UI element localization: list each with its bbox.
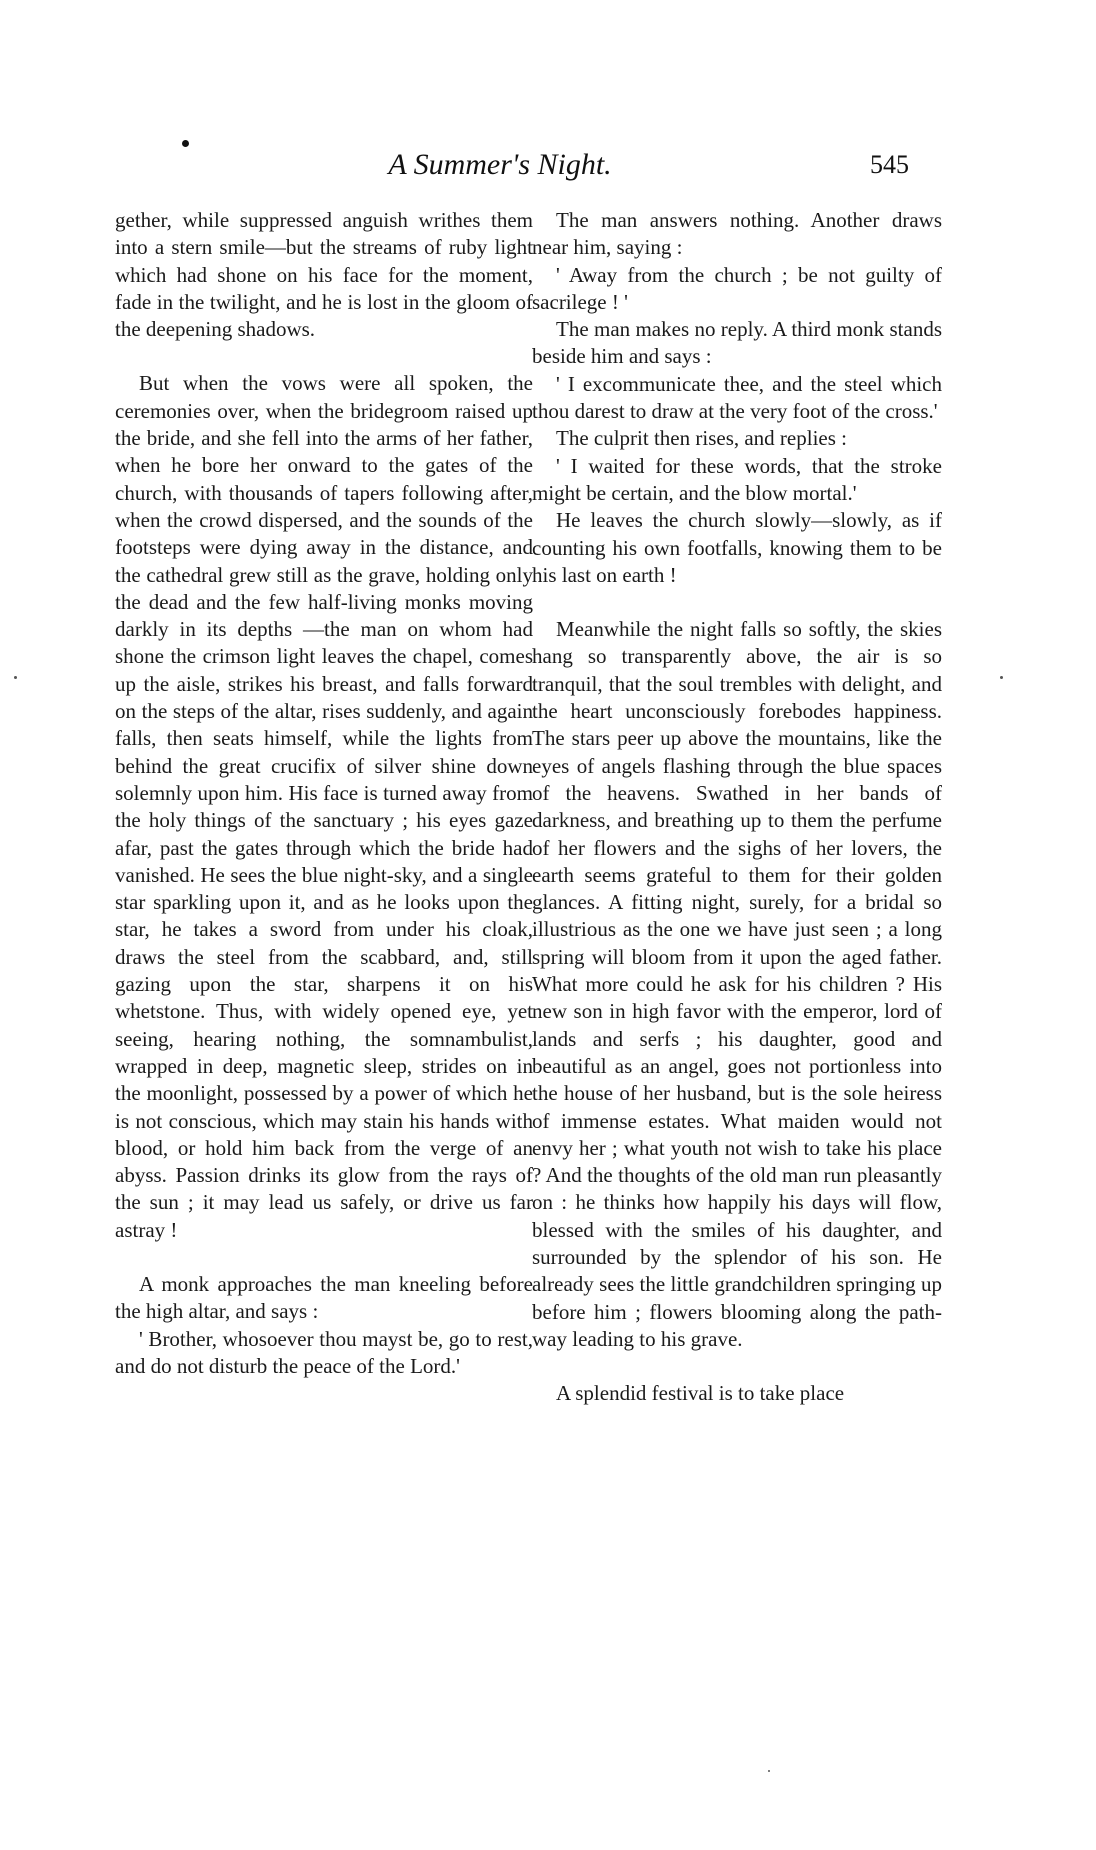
right-column [532,207,942,1407]
paragraph: ' I excommunicate thee, and the steel which thou darest to draw at the very foot of the cross.' [532,371,942,424]
paper-speck [1000,676,1003,679]
paragraph: The man answers nothing. Another draws near him, saying : [532,208,942,260]
page-number: 545 [870,150,909,179]
paragraph: gether, while suppressed anguish writhes them into a stern smile—but the streams of ruby light which had shone on his face for the moment, fade in the twilight, and he is lost in the gloom of the deepening shadows. [115,208,533,342]
paragraph: He leaves the church slowly—slowly, as if counting his own footfalls, knowing them to be his last on earth ! [532,508,942,587]
paragraph: The man makes no reply. A third monk stands beside him and says : [532,317,942,369]
running-title: A Summer's Night. [388,148,612,181]
paragraph: ' Brother, whosoever thou mayst be, go to rest, and do not disturb the peace of the Lord.' [115,1326,533,1378]
paragraph: ' Away from the church ; be not guilty of sacrilege ! ' [532,262,942,314]
ink-mark [182,140,189,147]
paragraph: But when the vows were all spoken, the ceremonies over, when the bridegroom raised up the bride, and she fell into the arms of her father, when he bore her onward to the gates of the church, with thousands of tapers following after, when the crowd dispersed, and the sounds of the footsteps were dying away in the distance, and the cathedral grew still as the grave, holding only the dead and the few half-living monks moving darkly in its depths —the man on whom had shone the crimson light leaves the chapel, comes up the aisle, strikes his breast, and falls forward on the steps of the altar, rises suddenly, and again falls, then seats himself, while the lights from behind the great crucifix of silver shine down solemnly upon him. His face is turned away from the holy things of the sanctuary ; his eyes gaze afar, past the gates through which the bride had vanished. He sees the blue night-sky, and a single star sparkling upon it, and as he looks upon the star, he takes a sword from under his cloak, draws the steel from the scabbard, and, still gazing upon the star, sharpens it on his whetstone. Thus, with widely opened eye, yet seeing, hearing nothing, the somnambulist, wrapped in deep, magnetic sleep, strides on in the moonlight, possessed by a power of which he is not conscious, which may stain his hands with blood, or hold him back from the verge of an abyss. Passion drinks its glow from the rays of the sun ; it may lead us safely, or drive us far astray ! [115,371,533,1242]
paper-speck [768,1770,770,1772]
paper-speck [14,676,17,679]
paragraph: A monk approaches the man kneeling before the high altar, and says : [115,1271,533,1324]
left-column [115,207,533,1380]
paragraph: Meanwhile the night falls so softly, the skies hang so transparently above, the air is so tranquil, that the soul trembles with delight, and the heart unconsciously forebodes happiness. The stars peer up above the mountains, like the eyes of angels flashing through the blue spaces of the heavens. Swathed in her bands of darkness, and breathing up to them the perfume of her flowers and the sighs of her lovers, the earth seems grateful to them for their golden glances. A fitting night, surely, for a bridal so illustrious as the one we have just seen ; a long spring will bloom from it upon the aged father. What more could he ask for his children ? His new son in high favor with the emperor, lord of lands and serfs ; his daughter, good and beautiful as an angel, goes not portionless into the house of her husband, but is the sole heiress of immense estates. What maiden would not envy her ; what youth not wish to take his place ? And the thoughts of the old man run pleasantly on : he thinks how happily his days will flow, blessed with the smiles of his daughter, and surrounded by the splendor of his son. He already sees the little grandchildren springing up before him ; flowers blooming along the pathway leading to his grave. [532,617,942,1351]
paragraph: ' I waited for these words, that the stroke might be certain, and the blow mortal.' [532,453,942,505]
paragraph: The culprit then rises, and replies : [556,426,847,451]
paragraph: A splendid festival is to take place [556,1381,845,1406]
